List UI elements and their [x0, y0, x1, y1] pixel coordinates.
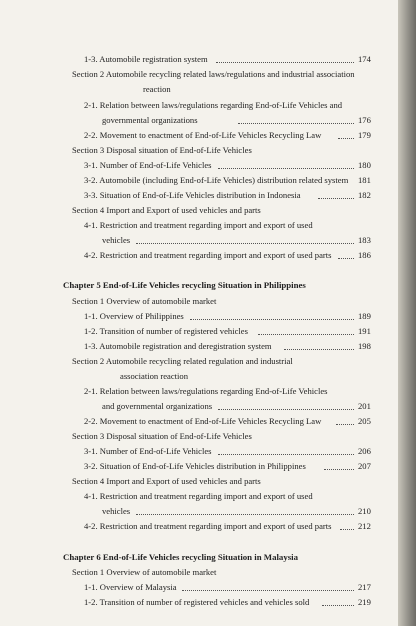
toc-entry: 1-2. Transition of number of registered vehicles and vehicles sold [84, 597, 310, 607]
toc-leader [218, 409, 354, 410]
toc-leader [324, 469, 354, 470]
toc-page-number: 210 [358, 506, 371, 516]
toc-entry: 3-2. Automobile (including End-of-Life Vehicles) distribution related system [84, 175, 349, 185]
toc-page-number: 183 [358, 235, 371, 245]
toc-leader [338, 138, 354, 139]
toc-section-cont: association reaction [120, 371, 189, 381]
toc-entry-cont: vehicles [102, 235, 131, 245]
book-binding-shadow [398, 0, 416, 626]
toc-entry: 3-3. Situation of End-of-Life Vehicles distribution in Indonesia [84, 190, 301, 200]
toc-section: Section 1 Overview of automobile market [72, 567, 217, 577]
toc-page-number: 174 [358, 54, 371, 64]
toc-entry: 4-2. Restriction and treatment regarding import and export of used parts [84, 250, 332, 260]
toc-entry: 2-1. Relation between laws/regulations regarding End-of-Life Vehicles [84, 386, 328, 396]
toc-section: Section 2 Automobile recycling related regulation and industrial [72, 356, 293, 366]
toc-page-number: 181 [358, 175, 371, 185]
toc-leader [136, 243, 354, 244]
toc-entry: 2-2. Movement to enactment of End-of-Life Vehicles Recycling Law [84, 416, 322, 426]
toc-leader [340, 529, 354, 530]
toc-section: Section 4 Import and Export of used vehicles and parts [72, 205, 261, 215]
toc-section-cont: reaction [143, 84, 171, 94]
toc-entry: 1-2. Transition of number of registered vehicles [84, 326, 248, 336]
toc-section: Section 1 Overview of automobile market [72, 296, 217, 306]
toc-entry: 1-1. Overview of Philippines [84, 311, 184, 321]
toc-entry: 4-2. Restriction and treatment regarding import and export of used parts [84, 521, 332, 531]
toc-leader [136, 514, 354, 515]
toc-page-number: 206 [358, 446, 371, 456]
toc-entry: 1-3. Automobile registration and deregistration system [84, 341, 272, 351]
toc-page-number: 201 [358, 401, 371, 411]
toc-leader [218, 454, 354, 455]
toc-page-number: 182 [358, 190, 371, 200]
toc-section: Section 2 Automobile recycling related laws/regulations and industrial association [72, 69, 355, 79]
toc-page-number: 212 [358, 521, 371, 531]
toc-leader [318, 198, 354, 199]
toc-entry-cont: and governmental organizations [102, 401, 213, 411]
toc-leader [336, 424, 354, 425]
chapter-heading: Chapter 6 End-of-Life Vehicles recycling Situation in Malaysia [63, 552, 298, 562]
toc-page-number: 176 [358, 115, 371, 125]
toc-entry: 1-1. Overview of Malaysia [84, 582, 177, 592]
toc-page-number: 186 [358, 250, 371, 260]
toc-page-number: 191 [358, 326, 371, 336]
toc-entry: 1-3. Automobile registration system [84, 54, 208, 64]
toc-leader [284, 349, 354, 350]
toc-page-number: 207 [358, 461, 371, 471]
toc-section: Section 3 Disposal situation of End-of-Life Vehicles [72, 431, 252, 441]
toc-page-number: 179 [358, 130, 371, 140]
toc-entry: 2-2. Movement to enactment of End-of-Life Vehicles Recycling Law [84, 130, 322, 140]
toc-entry: 2-1. Relation between laws/regulations regarding End-of-Life Vehicles and [84, 100, 343, 110]
toc-leader [238, 123, 354, 124]
toc-entry-cont: vehicles [102, 506, 131, 516]
toc-leader [322, 605, 354, 606]
chapter-heading: Chapter 5 End-of-Life Vehicles recycling Situation in Philippines [63, 280, 306, 290]
toc-entry: 3-1. Number of End-of-Life Vehicles [84, 160, 212, 170]
toc-entry: 3-2. Situation of End-of-Life Vehicles distribution in Philippines [84, 461, 306, 471]
toc-page-number: 217 [358, 582, 371, 592]
toc-section: Section 3 Disposal situation of End-of-Life Vehicles [72, 145, 252, 155]
toc-page-number: 180 [358, 160, 371, 170]
toc-entry: 3-1. Number of End-of-Life Vehicles [84, 446, 212, 456]
toc-page-number: 205 [358, 416, 371, 426]
toc-entry: 4-1. Restriction and treatment regarding import and export of used [84, 491, 313, 501]
toc-leader [216, 62, 354, 63]
toc-entry: 4-1. Restriction and treatment regarding import and export of used [84, 220, 313, 230]
toc-leader [182, 590, 354, 591]
toc-page-number: 198 [358, 341, 371, 351]
toc-leader [218, 168, 354, 169]
toc-leader [338, 258, 354, 259]
toc-page-number: 189 [358, 311, 371, 321]
toc-leader [258, 334, 354, 335]
toc-section: Section 4 Import and Export of used vehicles and parts [72, 476, 261, 486]
toc-leader [190, 319, 354, 320]
toc-entry-cont: governmental organizations [102, 115, 198, 125]
toc-page-number: 219 [358, 597, 371, 607]
